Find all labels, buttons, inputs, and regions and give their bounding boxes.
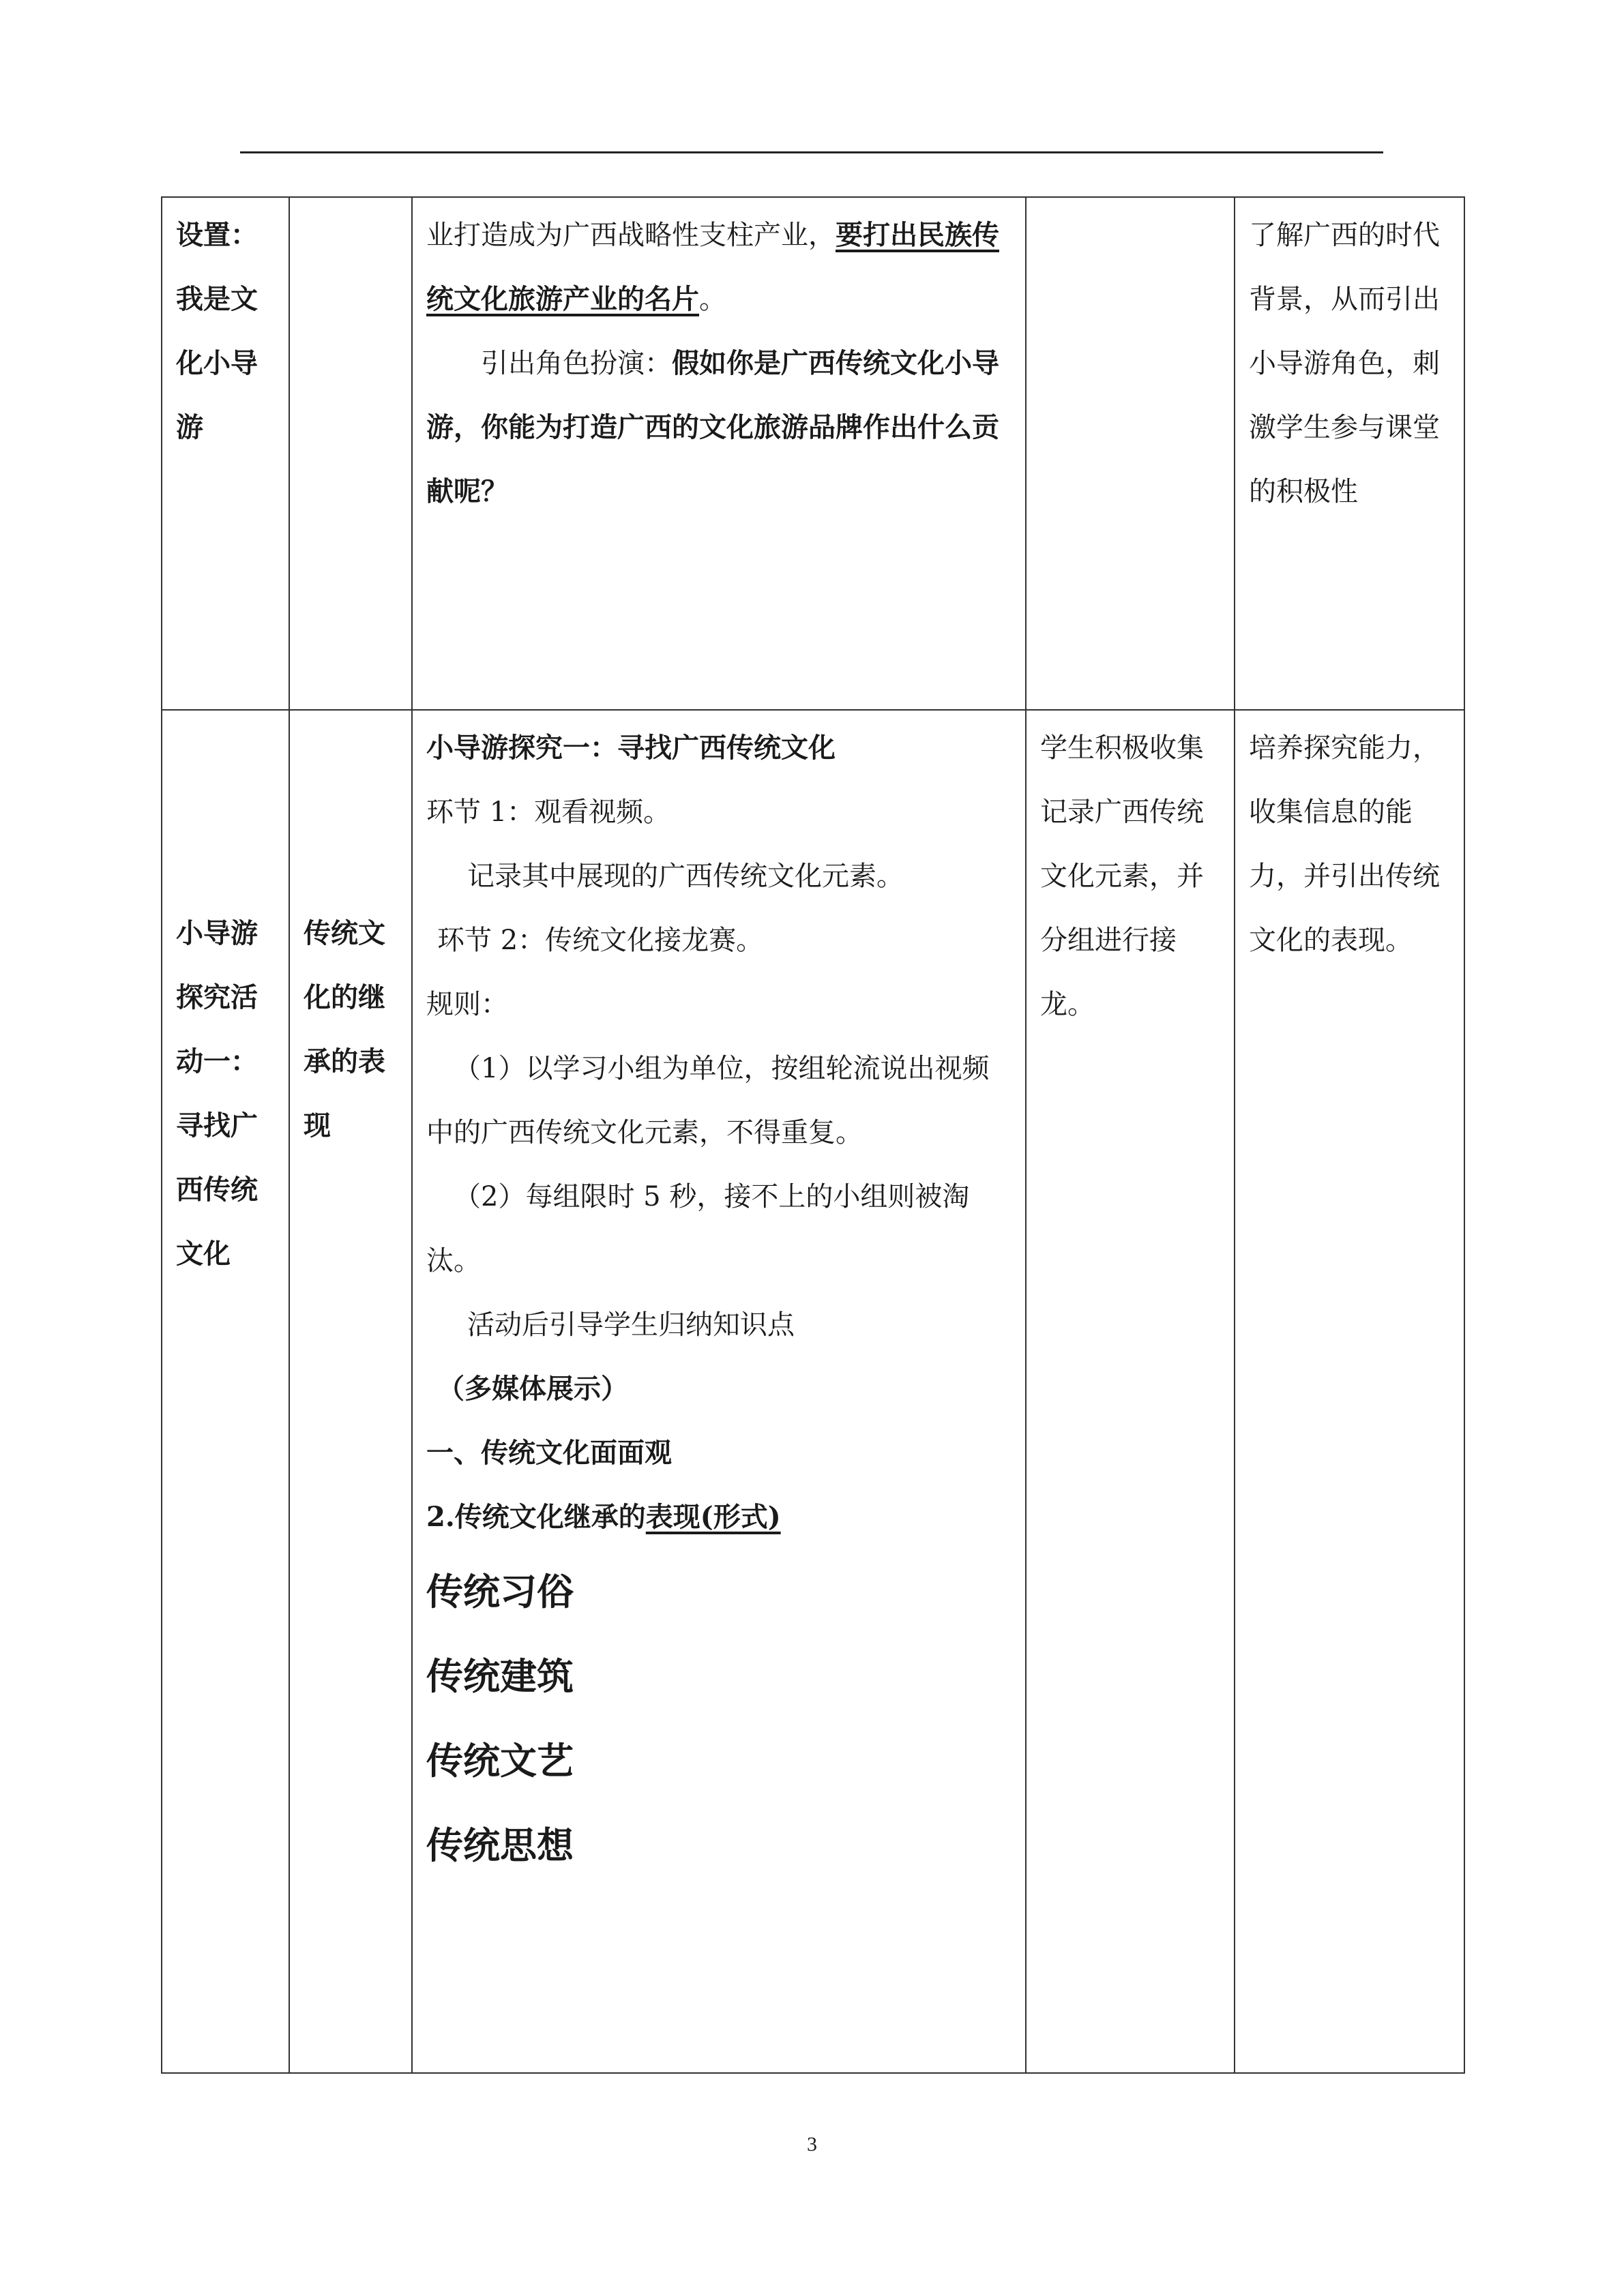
stage-cell [162,197,289,710]
design-intent-cell [1235,710,1464,2073]
student-activity-cell [1026,197,1235,710]
stage-label: 设置：我是文化小导游 [176,219,258,443]
page-number: 3 [807,2133,817,2156]
activity-line: 记录其中展现的广西传统文化元素。 [467,861,904,892]
section-heading: 一、传统文化面面观 [426,1437,672,1469]
activity-line: 活动后引导学生归纳知识点 [467,1309,795,1341]
activity-cell [412,197,1026,710]
topic-label: 传统文化的继承的表现 [304,917,385,1142]
rule-item: （2）每组限时 5 秒，接不上的小组则被淘汰。 [426,1181,970,1277]
activity-text: 引出角色扮演： [481,348,672,379]
subsection-heading-emphasis: 表现(形式) [645,1501,781,1533]
activity-emphasis: 要打出民族传统文化旅游产业的名片 [426,219,999,315]
subsection-heading: 2.传统文化继承的 [426,1501,646,1533]
activity-text: 业打造成为广西战略性支柱产业， [426,220,836,251]
design-intent-text: 了解广西的时代背景，从而引出小导游角色，刺激学生参与课堂的积极性 [1249,220,1440,507]
stage-label: 小导游探究活动一：寻找广西传统文化 [176,917,258,1270]
activity-line: （多媒体展示） [437,1373,628,1405]
topic-cell [289,710,412,2073]
student-activity-text [1027,198,1234,203]
activity-line: 环节 1：观看视频。 [426,796,671,828]
table-row [162,197,1464,710]
form-item: 传统思想 [426,1823,574,1867]
activity-question: 假如你是广西传统文化小导游，你能为打造广西的文化旅游品牌作出什么贡献呢？ [426,347,999,507]
activity-line: 环节 2：传统文化接龙赛。 [437,925,764,956]
punctuation: 。 [699,284,726,315]
activity-cell [412,710,1026,2073]
table-row [162,710,1464,2073]
form-item: 传统文艺 [426,1739,574,1783]
topic-cell [289,197,412,710]
stage-cell [162,710,289,2073]
activity-title: 小导游探究一：寻找广西传统文化 [426,732,836,764]
rule-item: （1）以学习小组为单位，按组轮流说出视频中的广西传统文化元素，不得重复。 [426,1053,990,1148]
student-activity-cell [1026,710,1235,2073]
activity-line: 规则： [426,989,508,1020]
form-item: 传统建筑 [426,1654,574,1698]
form-item: 传统习俗 [426,1570,574,1613]
lesson-plan-table [161,196,1465,2074]
design-intent-cell [1235,197,1464,710]
student-activity-text: 学生积极收集记录广西传统文化元素，并分组进行接龙。 [1040,732,1204,1020]
design-intent-text: 培养探究能力，收集信息的能力，并引出传统文化的表现。 [1249,732,1440,956]
header-rule [240,151,1383,153]
